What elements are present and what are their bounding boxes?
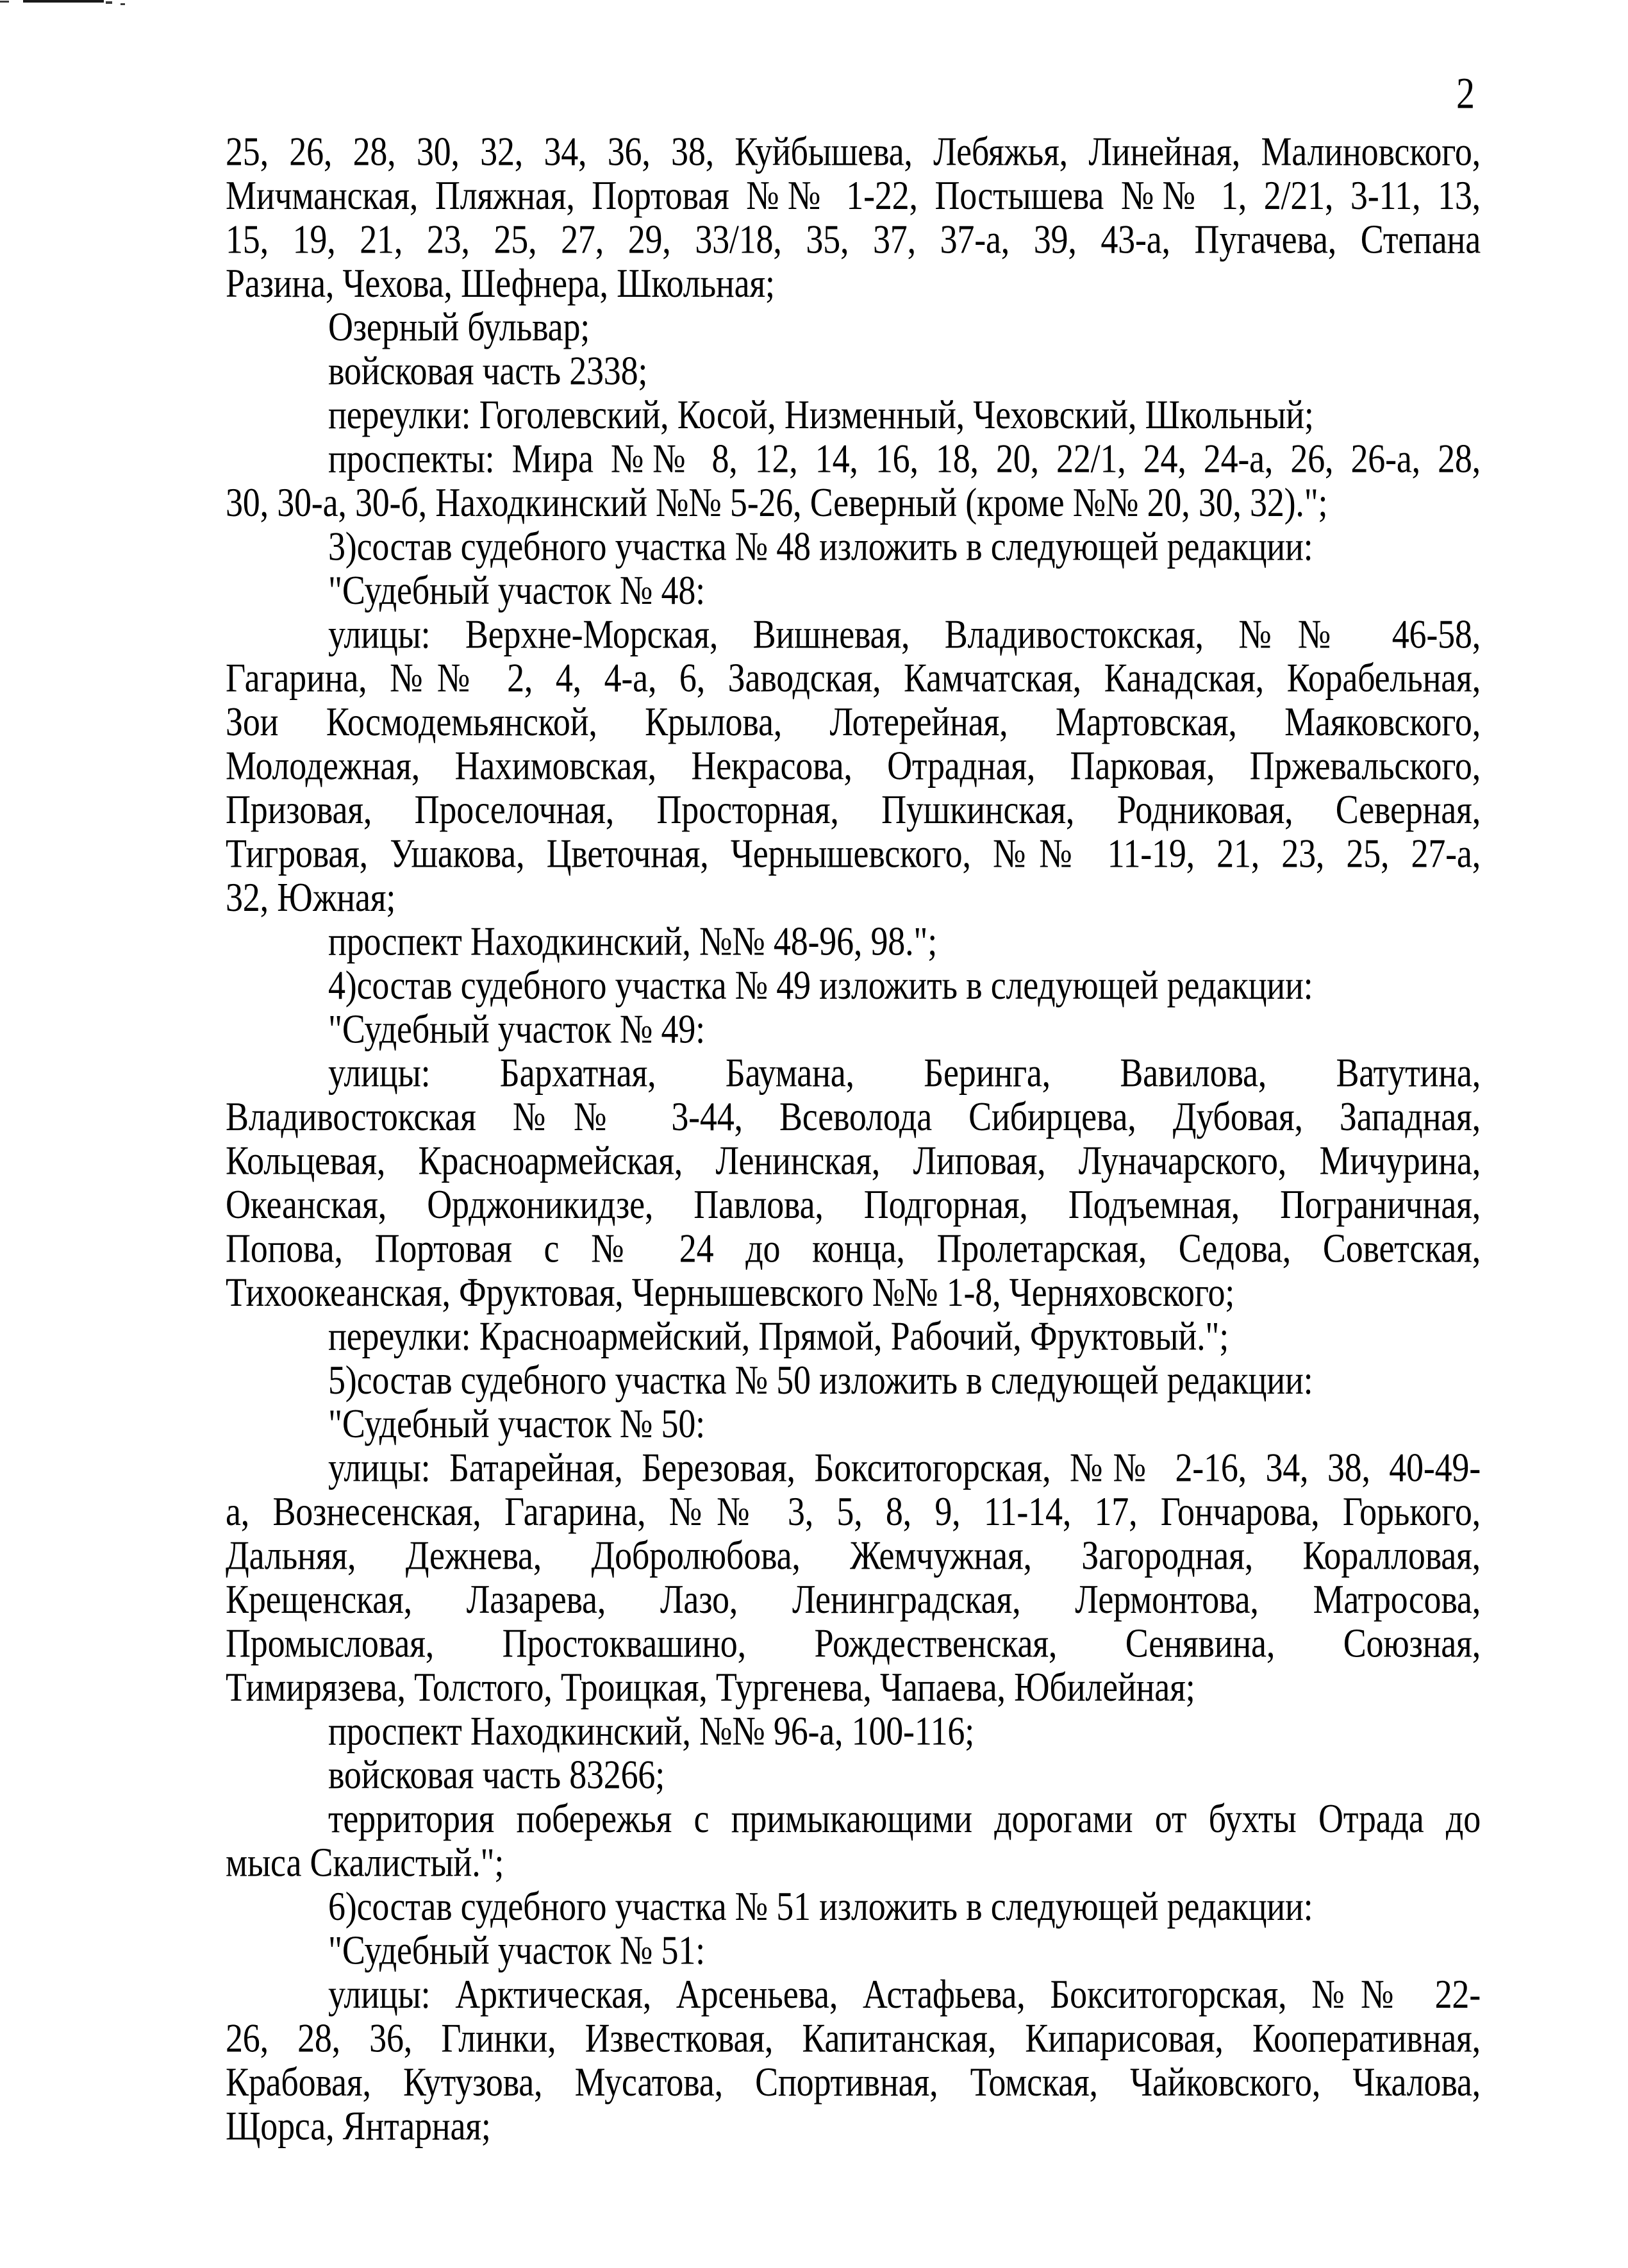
text-line: "Судебный участок № 50: xyxy=(328,1401,705,1447)
text-line: Промысловая, Простоквашино, Рождественская, Сенявина, Союзная, xyxy=(226,1620,1481,1666)
text-line: 25, 26, 28, 30, 32, 34, 36, 38, Куйбышева, Лебяжья, Линейная, Малиновского, xyxy=(226,128,1481,174)
text-line: 15, 19, 21, 23, 25, 27, 29, 33/18, 35, 37, 37-а, 39, 43-а, Пугачева, Степана xyxy=(226,216,1481,262)
text-line: Гагарина, №№ 2, 4, 4-а, 6, Заводская, Камчатская, Канадская, Корабельная, xyxy=(226,655,1481,701)
scan-artifact-dot xyxy=(120,3,125,5)
paragraph xyxy=(226,437,1481,524)
paragraph xyxy=(226,1797,1481,1885)
text-line: переулки: Гоголевский, Косой, Низменный, Чеховский, Школьный; xyxy=(328,392,1314,438)
paragraph xyxy=(226,919,1481,963)
text-line: Молодежная, Нахимовская, Некрасова, Отрадная, Парковая, Пржевальского, xyxy=(226,742,1481,788)
text-line: Крещенская, Лазарева, Лазо, Ленинградская, Лермонтова, Матросова, xyxy=(226,1576,1481,1622)
text-line: улицы: Батарейная, Березовая, Бокситогорская, №№ 2-16, 34, 38, 40-49- xyxy=(328,1445,1481,1490)
text-line: "Судебный участок № 51: xyxy=(328,1927,705,1973)
document-body xyxy=(226,129,1481,2147)
paragraph xyxy=(226,524,1481,568)
text-line: Мичманская, Пляжная, Портовая №№ 1-22, Постышева №№ 1, 2/21, 3-11, 13, xyxy=(226,172,1481,219)
paragraph xyxy=(226,349,1481,392)
paragraph xyxy=(226,129,1481,305)
text-line: 32, Южная; xyxy=(226,874,396,921)
text-line: Крабовая, Кутузова, Мусатова, Спортивная, Томская, Чайковского, Чкалова, xyxy=(226,2059,1481,2105)
paragraph xyxy=(226,568,1481,612)
text-line: улицы: Арктическая, Арсеньева, Астафьева, Бокситогорская, №№ 22- xyxy=(328,1971,1481,2017)
text-line: войсковая часть 2338; xyxy=(328,348,648,394)
paragraph xyxy=(226,1358,1481,1401)
text-line: проспект Находкинский, №№ 96-а, 100-116; xyxy=(328,1708,975,1754)
paragraph xyxy=(226,393,1481,437)
text-line: 3)состав судебного участка № 48 изложить в следующей редакции: xyxy=(328,523,1313,569)
text-line: Зои Космодемьянской, Крылова, Лотерейная, Мартовская, Маяковского, xyxy=(226,699,1481,745)
text-line: Кольцевая, Красноармейская, Ленинская, Липовая, Луначарского, Мичурина, xyxy=(226,1137,1481,1183)
scan-artifact-dot xyxy=(106,1,112,4)
text-line: мыса Скалистый."; xyxy=(226,1839,504,1885)
text-line: Призовая, Проселочная, Просторная, Пушкинская, Родниковая, Северная, xyxy=(226,787,1481,833)
text-line: Щорса, Янтарная; xyxy=(226,2103,491,2149)
text-line: улицы: Бархатная, Баумана, Беринга, Вавилова, Ватутина, xyxy=(328,1050,1481,1096)
text-line: Тигровая, Ушакова, Цветочная, Чернышевского, №№ 11-19, 21, 23, 25, 27-а, xyxy=(226,830,1481,876)
paragraph xyxy=(226,305,1481,349)
text-line: Разина, Чехова, Шефнера, Школьная; xyxy=(226,260,775,306)
text-line: 30, 30-а, 30-б, Находкинский №№ 5-26, Северный (кроме №№ 20, 30, 32)."; xyxy=(226,479,1328,526)
paragraph xyxy=(226,612,1481,919)
paragraph xyxy=(226,1885,1481,1928)
scan-artifact-dot xyxy=(0,1,9,3)
text-line: переулки: Красноармейский, Прямой, Рабочий, Фруктовый."; xyxy=(328,1313,1229,1359)
text-line: "Судебный участок № 48: xyxy=(328,567,705,613)
paragraph xyxy=(226,1051,1481,1314)
text-line: Озерный бульвар; xyxy=(328,304,590,350)
text-line: Владивостокская №№ 3-44, Всеволода Сибирцева, Дубовая, Западная, xyxy=(226,1094,1481,1140)
paragraph xyxy=(226,1402,1481,1446)
text-line: Тимирязева, Толстого, Троицкая, Тургенева, Чапаева, Юбилейная; xyxy=(226,1664,1195,1710)
text-line: улицы: Верхне-Морская, Вишневая, Владивостокская, №№ 46-58, xyxy=(328,611,1481,657)
text-line: "Судебный участок № 49: xyxy=(328,1006,705,1052)
paragraph xyxy=(226,1972,1481,2147)
paragraph xyxy=(226,963,1481,1006)
text-line: 4)состав судебного участка № 49 изложить в следующей редакции: xyxy=(328,962,1313,1008)
text-line: территория побережья с примыкающими дорогами от бухты Отрада до xyxy=(328,1796,1481,1842)
paragraph xyxy=(226,1314,1481,1358)
text-line: 5)состав судебного участка № 50 изложить в следующей редакции: xyxy=(328,1357,1313,1403)
text-line: Дальняя, Дежнева, Добролюбова, Жемчужная, Загородная, Коралловая, xyxy=(226,1532,1481,1578)
text-line: проспекты: Мира №№ 8, 12, 14, 16, 18, 20, 22/1, 24, 24-а, 26, 26-а, 28, xyxy=(328,435,1481,481)
text-line: Попова, Портовая с № 24 до конца, Пролетарская, Седова, Советская, xyxy=(226,1225,1481,1271)
page-number: 2 xyxy=(1456,69,1475,118)
paragraph xyxy=(226,1446,1481,1709)
scan-artifact-line xyxy=(23,0,104,3)
text-line: а, Вознесенская, Гагарина, №№ 3, 5, 8, 9, 11-14, 17, Гончарова, Горького, xyxy=(226,1488,1481,1535)
paragraph xyxy=(226,1007,1481,1051)
text-line: 26, 28, 36, Глинки, Известковая, Капитанская, Кипарисовая, Кооперативная, xyxy=(226,2015,1481,2061)
text-line: Тихоокеанская, Фруктовая, Чернышевского №№ 1-8, Черняховского; xyxy=(226,1269,1235,1315)
text-line: 6)состав судебного участка № 51 изложить в следующей редакции: xyxy=(328,1883,1313,1930)
paragraph xyxy=(226,1753,1481,1796)
paragraph xyxy=(226,1928,1481,1972)
text-line: проспект Находкинский, №№ 48-96, 98."; xyxy=(328,918,938,964)
text-line: Океанская, Орджоникидзе, Павлова, Подгорная, Подъемная, Пограничная, xyxy=(226,1181,1481,1228)
text-line: войсковая часть 83266; xyxy=(328,1752,665,1797)
paragraph xyxy=(226,1709,1481,1753)
